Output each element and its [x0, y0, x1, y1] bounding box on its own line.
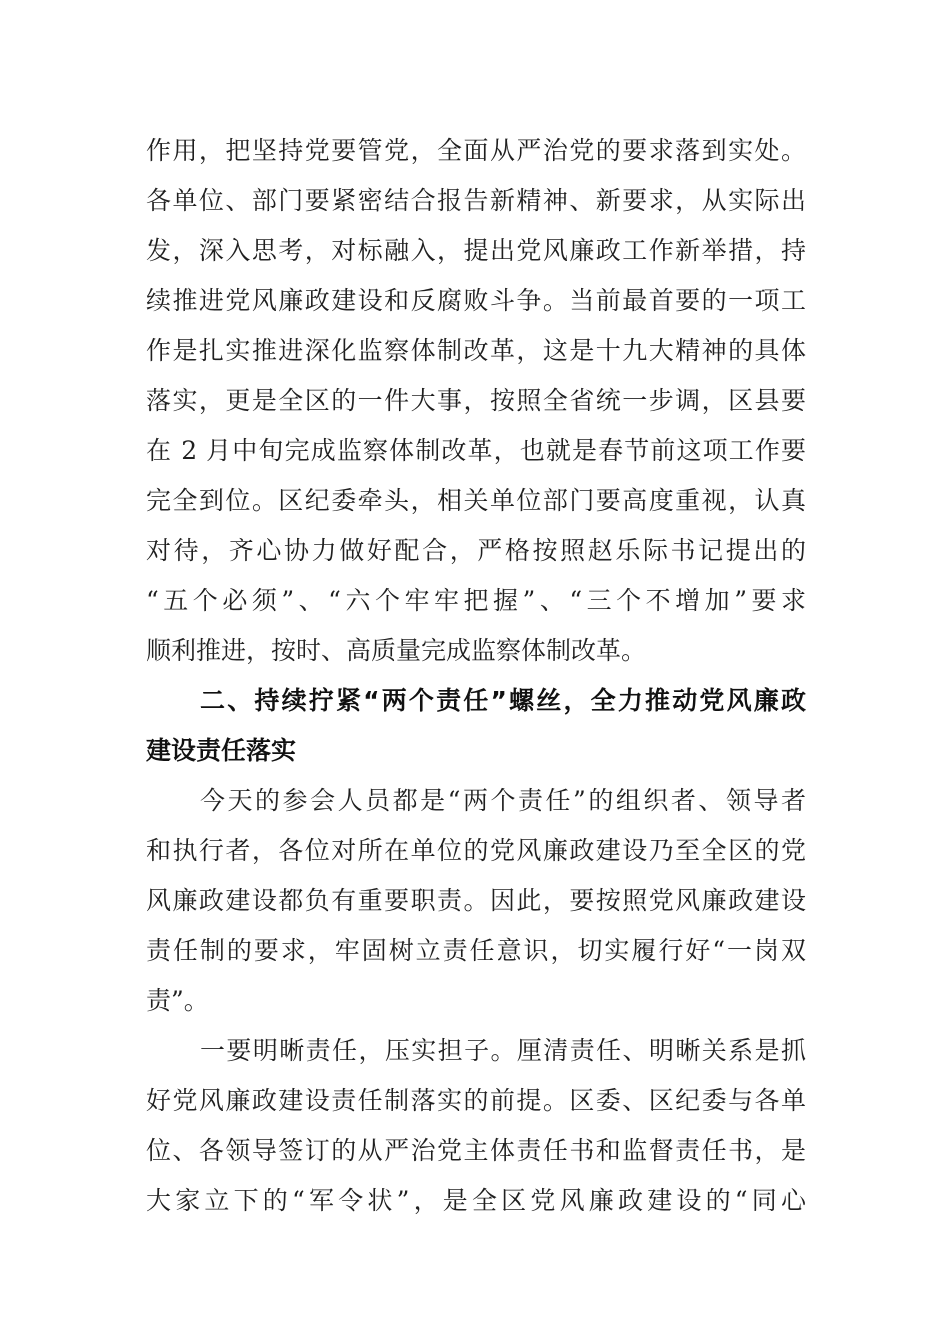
paragraph-1-line-5: 作是扎实推进深化监察体制改革，这是十九大精神的具体	[146, 336, 806, 365]
paragraph-1-line-7: 在 2 月中旬完成监察体制改革，也就是春节前这项工作要	[146, 436, 806, 465]
paragraph-2-line-2: 和执行者，各位对所在单位的党风廉政建设乃至全区的党	[146, 836, 806, 865]
paragraph-1-line-10: “五个必须”、“六个牢牢把握”、“三个不增加”要求	[146, 586, 806, 615]
paragraph-1-line-2: 各单位、部门要紧密结合报告新精神、新要求，从实际出	[146, 186, 806, 215]
paragraph-2-line-4: 责任制的要求，牢固树立责任意识，切实履行好“一岗双	[146, 936, 806, 965]
paragraph-1-line-9: 对待，齐心协力做好配合，严格按照赵乐际书记提出的	[146, 536, 806, 565]
paragraph-3-line-4: 大家立下的“军令状”，是全区党风廉政建设的“同心	[146, 1186, 806, 1215]
paragraph-3-line-1: 一要明晰责任，压实担子。厘清责任、明晰关系是抓	[200, 1036, 806, 1065]
paragraph-2-line-5: 责”。	[146, 986, 209, 1015]
paragraph-1-line-4: 续推进党风廉政建设和反腐败斗争。当前最首要的一项工	[146, 286, 806, 315]
paragraph-1-line-3: 发，深入思考，对标融入，提出党风廉政工作新举措，持	[146, 236, 806, 265]
paragraph-1-line-11: 顺利推进，按时、高质量完成监察体制改革。	[146, 636, 647, 665]
paragraph-3-line-3: 位、各领导签订的从严治党主体责任书和监督责任书，是	[146, 1136, 806, 1165]
section-heading-line-2: 建设责任落实	[146, 736, 297, 765]
paragraph-3-line-2: 好党风廉政建设责任制落实的前提。区委、区纪委与各单	[146, 1086, 806, 1115]
section-heading-line-1: 二、持续拧紧“两个责任”螺丝，全力推动党风廉政	[200, 686, 806, 715]
paragraph-1-line-8: 完全到位。区纪委牵头，相关单位部门要高度重视，认真	[146, 486, 806, 515]
paragraph-1-line-6: 落实，更是全区的一件大事，按照全省统一步调，区县要	[146, 386, 806, 415]
paragraph-2-line-3: 风廉政建设都负有重要职责。因此，要按照党风廉政建设	[146, 886, 806, 915]
paragraph-1-line-1: 作用，把坚持党要管党，全面从严治党的要求落到实处。	[146, 136, 806, 165]
paragraph-2-line-1: 今天的参会人员都是“两个责任”的组织者、领导者	[200, 786, 806, 815]
